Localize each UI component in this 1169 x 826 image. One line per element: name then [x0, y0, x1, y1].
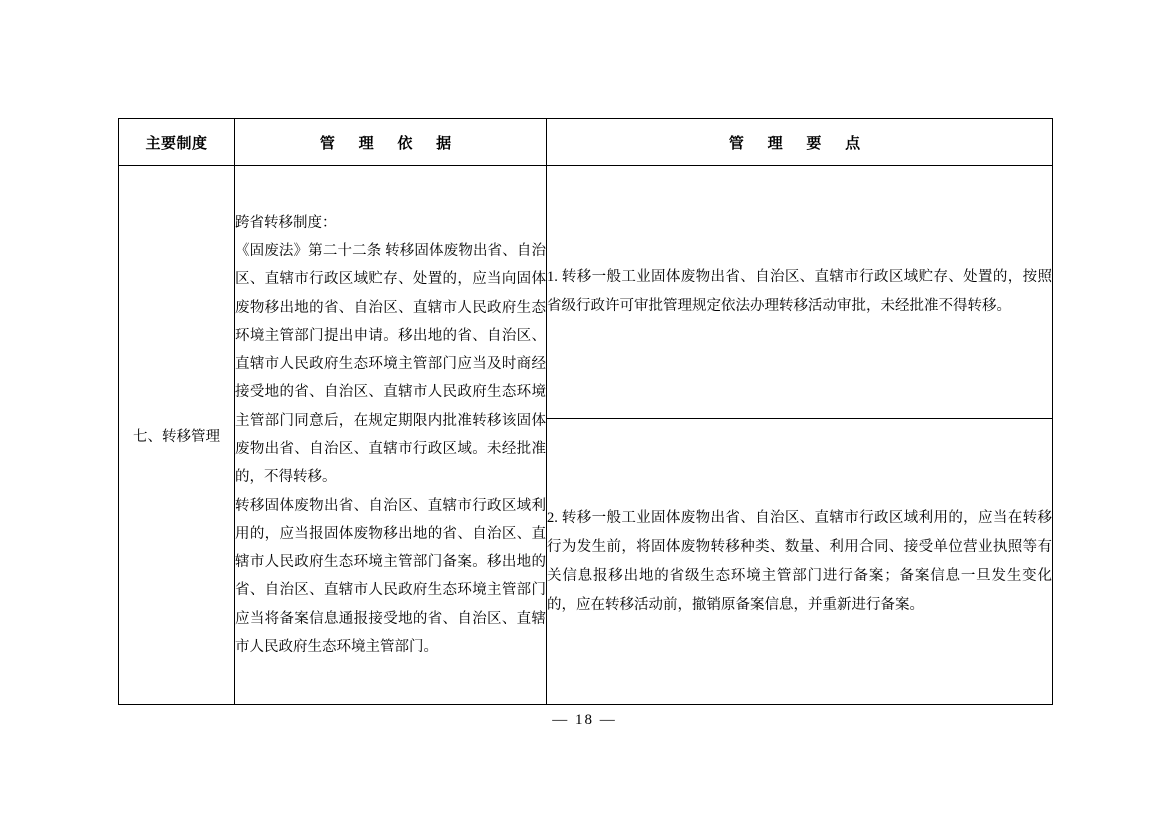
header-management-basis: 管 理 依 据	[235, 119, 547, 166]
header-management-points: 管 理 要 点	[547, 119, 1053, 166]
cell-system-name: 七、转移管理	[119, 166, 235, 705]
header-main-system: 主要制度	[119, 119, 235, 166]
basis-paragraph-1: 跨省转移制度：	[235, 214, 337, 231]
basis-paragraph-3: 转移固体废物出省、自治区、直辖市行政区域利用的，应当报固体废物移出地的省、自治区、直辖市人民政府生态环境主管部门备案。移出地的省、自治区、直辖市人民政府生态环境主管部门应当将备案信息通报接受地的省、自治区、直辖市人民政府生态环境主管部门。	[235, 497, 546, 655]
basis-paragraph-2: 《固废法》第二十二条 转移固体废物出省、自治区、直辖市行政区域贮存、处置的，应当向固体废物移出地的省、自治区、直辖市人民政府生态环境主管部门提出申请。移出地的省、自治区、直辖市人民政府生态环境主管部门应当及时商经接受地的省、自治区、直辖市人民政府生态环境主管部门同意后，在规定期限内批准转移该固体废物出省、自治区、直辖市行政区域。未经批准的，不得转移。	[235, 243, 546, 486]
cell-management-point-2: 2. 转移一般工业固体废物出省、自治区、直辖市行政区域利用的，应当在转移行为发生前，将固体废物转移种类、数量、利用合同、接受单位营业执照等有关信息报移出地的省级生态环境主管部门进行备案；备案信息一旦发生变化的，应在转移活动前，撤销原备案信息，并重新进行备案。	[547, 419, 1053, 705]
page-number	[0, 712, 1169, 729]
cell-management-basis	[235, 166, 547, 705]
page-number-text: — 18 —	[552, 712, 617, 728]
management-system-table	[118, 118, 1053, 705]
table-row	[119, 166, 1053, 419]
cell-management-point-1: 1. 转移一般工业固体废物出省、自治区、直辖市行政区域贮存、处置的，按照省级行政许可审批管理规定依法办理转移活动审批，未经批准不得转移。	[547, 166, 1053, 419]
table-header-row	[119, 119, 1053, 166]
